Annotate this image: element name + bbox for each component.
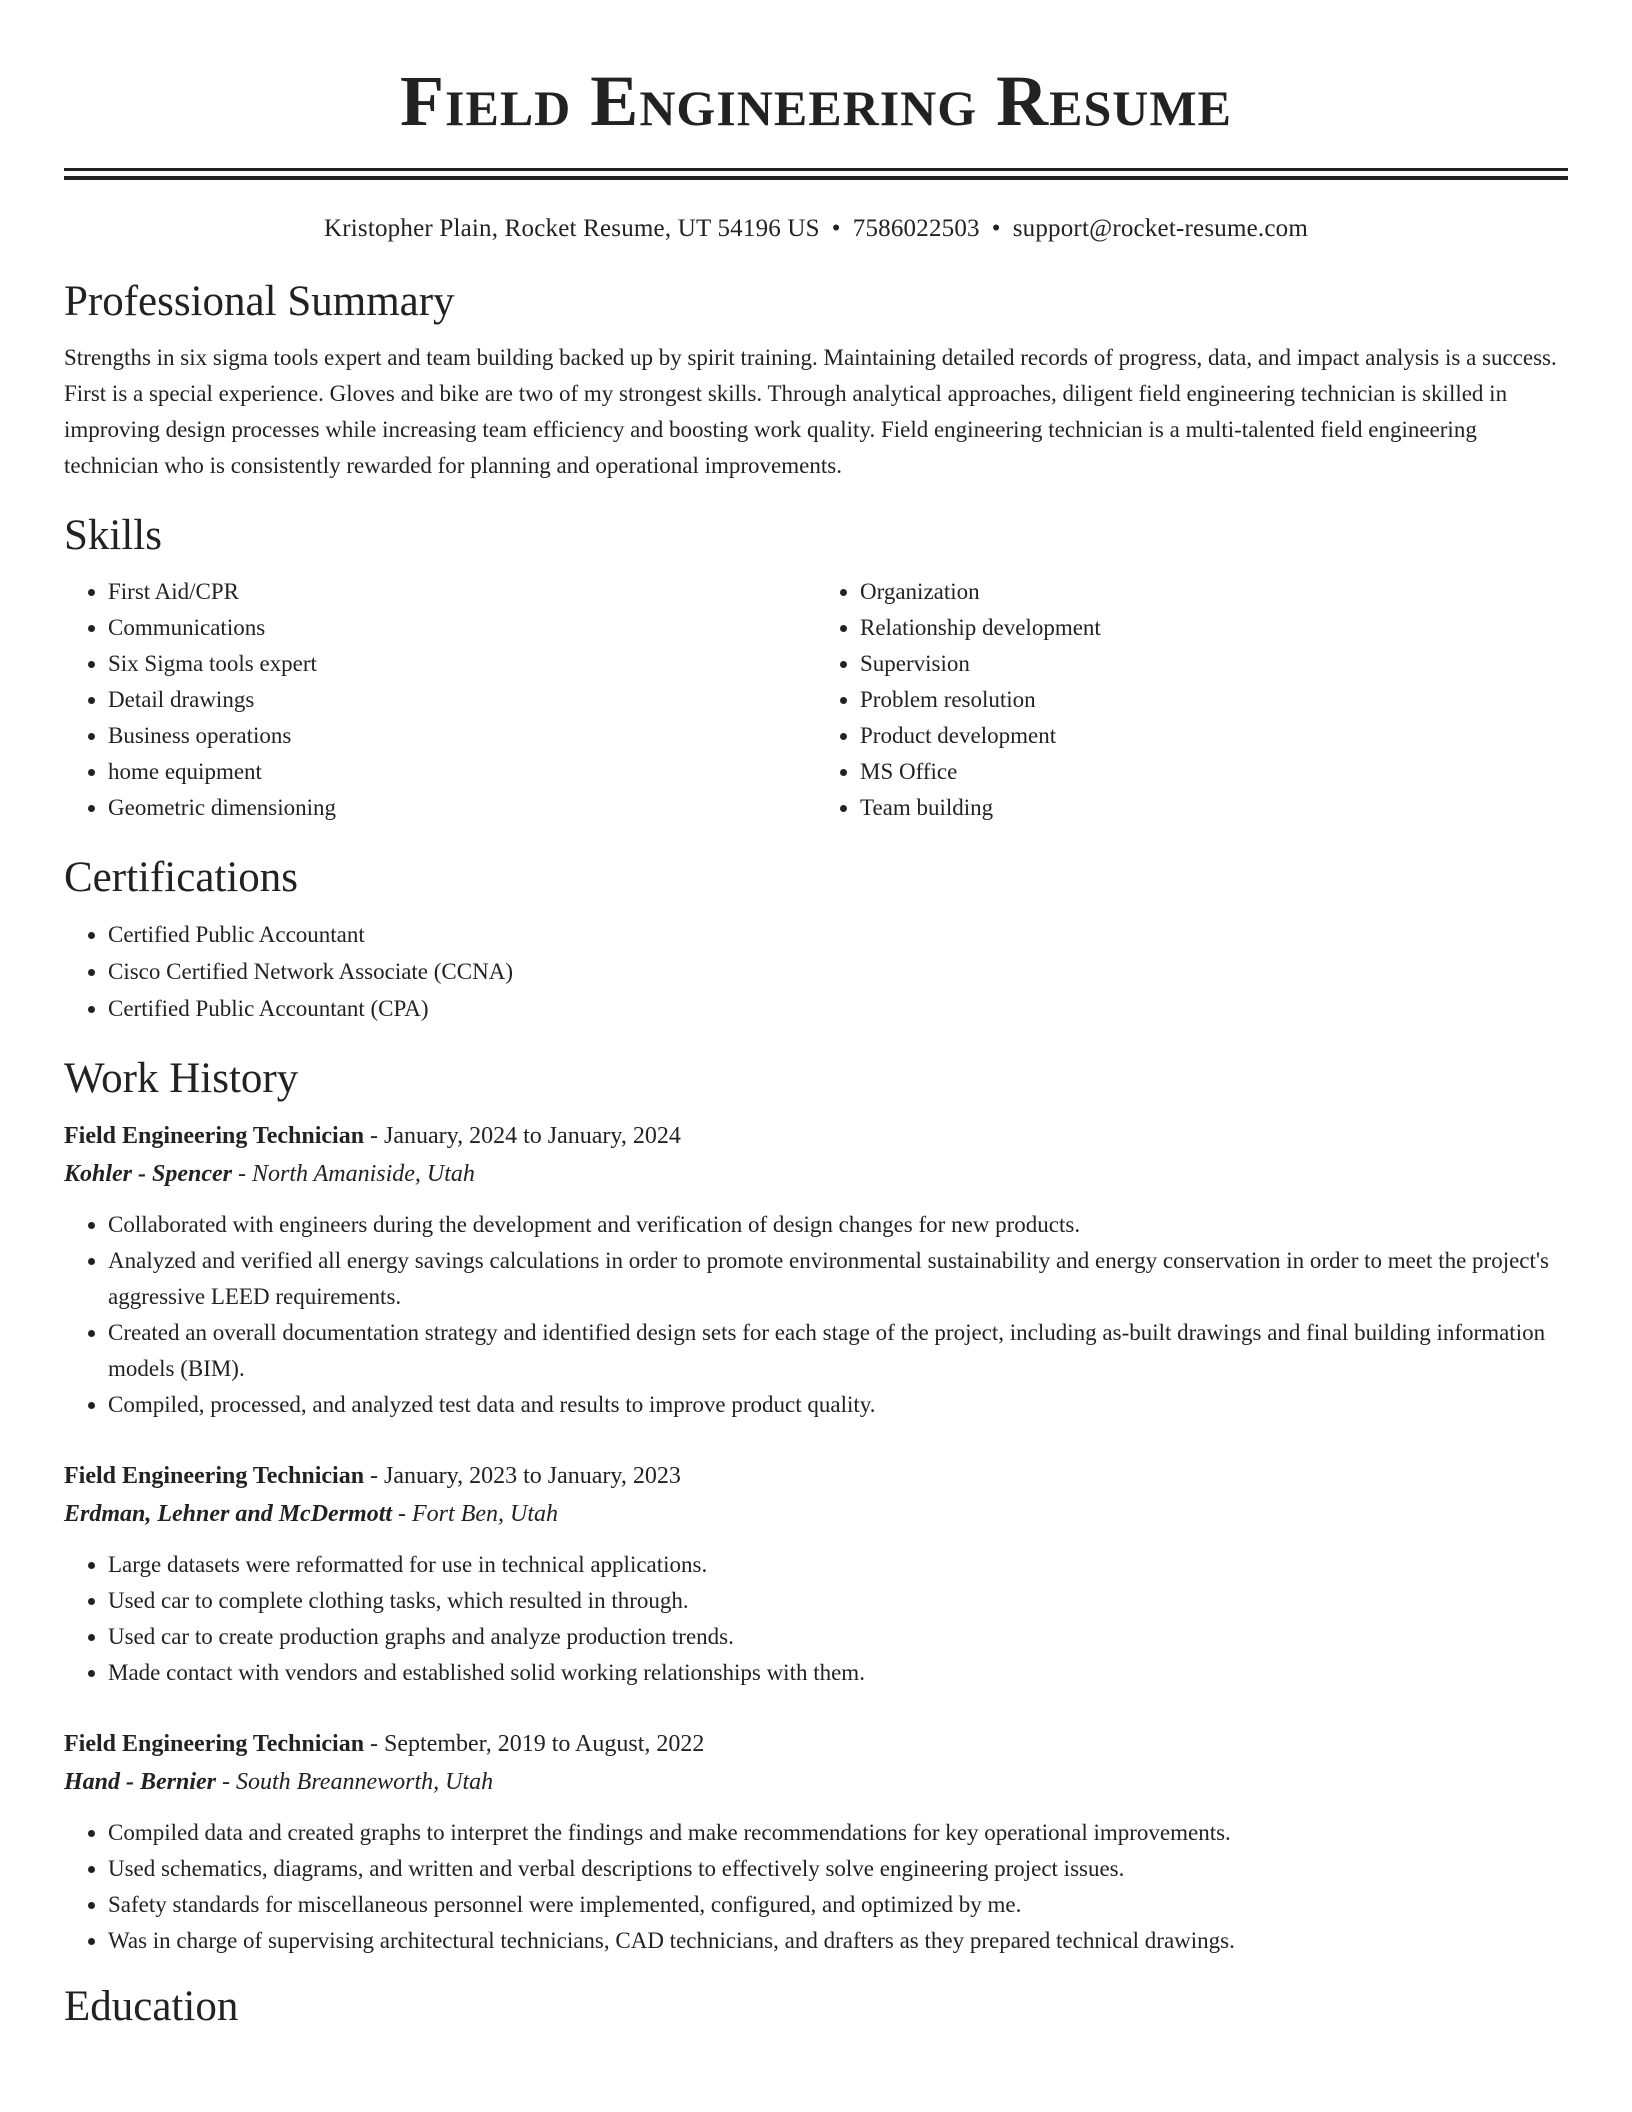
list-item: • Compiled, processed, and analyzed test data and results to improve product quality. bbox=[108, 1387, 1568, 1423]
work-history-heading: Work History bbox=[64, 1055, 299, 1102]
contact-email: support@rocket-resume.com bbox=[1012, 215, 1308, 242]
list-item: • Made contact with vendors and established solid working relationships with them. bbox=[108, 1655, 1568, 1691]
list-item: • home equipment bbox=[108, 754, 816, 790]
contact-phone: 7586022503 bbox=[852, 215, 980, 242]
list-item: • Collaborated with engineers during the development and verification of design changes for new products. bbox=[108, 1207, 1568, 1243]
job-title: Field Engineering Technician bbox=[64, 1123, 365, 1149]
employer-line bbox=[64, 1495, 1568, 1533]
skills-section bbox=[64, 510, 1568, 826]
list-item: • Certified Public Accountant bbox=[108, 916, 1568, 953]
job-dates: - January, 2024 to January, 2024 bbox=[364, 1123, 681, 1149]
list-item: • MS Office bbox=[860, 754, 1568, 790]
certifications-list bbox=[64, 916, 1568, 1027]
contact-separator: • bbox=[991, 215, 1001, 242]
list-item: • Cisco Certified Network Associate (CCNA) bbox=[108, 953, 1568, 990]
job-bullets bbox=[64, 1207, 1568, 1423]
job-bullets bbox=[64, 1547, 1568, 1691]
job-entry bbox=[64, 1457, 1568, 1691]
list-item: • Communications bbox=[108, 610, 816, 646]
job-entry bbox=[64, 1117, 1568, 1423]
employer-name: Hand - Bernier bbox=[64, 1769, 217, 1795]
skills-right-list bbox=[816, 574, 1568, 826]
skills-left-list bbox=[64, 574, 816, 826]
job-title: Field Engineering Technician bbox=[64, 1731, 365, 1757]
job-header bbox=[64, 1457, 1568, 1495]
list-item: • Created an overall documentation strategy and identified design sets for each stage of the project, including as-built drawings and final building information models (BIM). bbox=[108, 1315, 1568, 1387]
employer-location: - North Amaniside, Utah bbox=[232, 1161, 475, 1187]
job-dates: - September, 2019 to August, 2022 bbox=[364, 1731, 705, 1757]
contact-separator: • bbox=[831, 215, 841, 242]
job-dates: - January, 2023 to January, 2023 bbox=[364, 1463, 681, 1489]
skills-heading: Skills bbox=[64, 512, 162, 559]
list-item: • Supervision bbox=[860, 646, 1568, 682]
contact-address: Kristopher Plain, Rocket Resume, UT 54196 US bbox=[323, 215, 820, 242]
job-entry bbox=[64, 1725, 1568, 1959]
employer-location: - South Breanneworth, Utah bbox=[216, 1769, 494, 1795]
employer-name: Kohler - Spencer bbox=[64, 1161, 232, 1187]
list-item: • Organization bbox=[860, 574, 1568, 610]
list-item: • Certified Public Accountant (CPA) bbox=[108, 990, 1568, 1027]
job-title: Field Engineering Technician bbox=[64, 1463, 365, 1489]
summary-text: Strengths in six sigma tools expert and team building backed up by spirit training. Maintaining detailed records of progress, data, and impact analysis is a success. First is a special experience. Gloves and bike are two of my strongest skills. Through analytical approaches, diligent field engineering technician is skilled in improving design processes while increasing team efficiency and boosting work quality. Field engineering technician is a multi-talented field engineering technician who is consistently rewarded for planning and operational improvements. bbox=[64, 345, 1557, 478]
list-item: • Was in charge of supervising architectural technicians, CAD technicians, and drafters as they prepared technical drawings. bbox=[108, 1923, 1568, 1959]
summary-section bbox=[64, 276, 1568, 484]
list-item: • Relationship development bbox=[860, 610, 1568, 646]
list-item: • Compiled data and created graphs to interpret the findings and make recommendations for key operational improvements. bbox=[108, 1815, 1568, 1851]
certifications-heading: Certifications bbox=[64, 854, 299, 901]
employer-line bbox=[64, 1763, 1568, 1801]
job-header bbox=[64, 1117, 1568, 1155]
list-item: • Used car to create production graphs and analyze production trends. bbox=[108, 1619, 1568, 1655]
job-header bbox=[64, 1725, 1568, 1763]
list-item: • Problem resolution bbox=[860, 682, 1568, 718]
list-item: • Safety standards for miscellaneous personnel were implemented, configured, and optimized by me. bbox=[108, 1887, 1568, 1923]
education-section bbox=[64, 1981, 1568, 2033]
list-item: • Business operations bbox=[108, 718, 816, 754]
list-item: • Geometric dimensioning bbox=[108, 790, 816, 826]
list-item: • Used schematics, diagrams, and written and verbal descriptions to effectively solve engineering project issues. bbox=[108, 1851, 1568, 1887]
work-history-section bbox=[64, 1053, 1568, 1959]
job-bullets bbox=[64, 1815, 1568, 1959]
title-divider bbox=[64, 168, 1568, 180]
list-item: • Team building bbox=[860, 790, 1568, 826]
employer-location: - Fort Ben, Utah bbox=[392, 1501, 559, 1527]
list-item: • Detail drawings bbox=[108, 682, 816, 718]
contact-line bbox=[64, 214, 1568, 244]
list-item: • Product development bbox=[860, 718, 1568, 754]
certifications-section bbox=[64, 852, 1568, 1027]
list-item: • Used car to complete clothing tasks, which resulted in through. bbox=[108, 1583, 1568, 1619]
list-item: • Large datasets were reformatted for use in technical applications. bbox=[108, 1547, 1568, 1583]
skills-columns bbox=[64, 574, 1568, 826]
summary-heading: Professional Summary bbox=[64, 278, 455, 325]
education-heading: Education bbox=[64, 1983, 239, 2030]
employer-line bbox=[64, 1155, 1568, 1193]
list-item: • First Aid/CPR bbox=[108, 574, 816, 610]
resume-title: Field Engineering Resume bbox=[400, 61, 1232, 141]
employer-name: Erdman, Lehner and McDermott bbox=[64, 1501, 393, 1527]
list-item: • Analyzed and verified all energy savings calculations in order to promote environmental sustainability and energy conservation in order to meet the project's aggressive LEED requirements. bbox=[108, 1243, 1568, 1315]
list-item: • Six Sigma tools expert bbox=[108, 646, 816, 682]
